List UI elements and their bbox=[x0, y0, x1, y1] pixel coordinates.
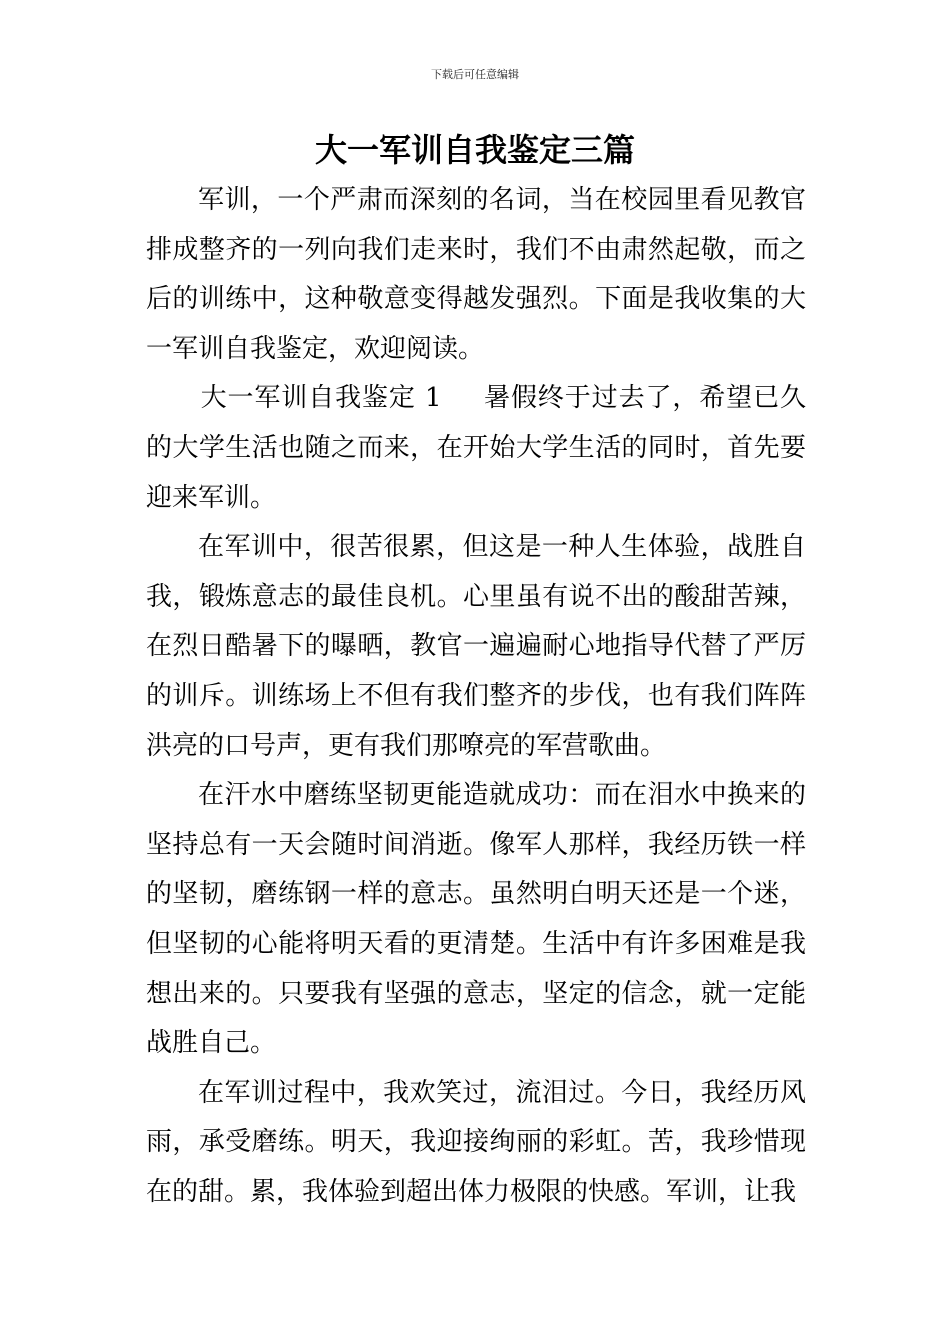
document-body bbox=[146, 176, 806, 1217]
document-title: 大一军训自我鉴定三篇 bbox=[314, 131, 635, 169]
body-paragraph: 在汗水中磨练坚韧更能造就成功：而在泪水中换来的坚持总有一天会随时间消逝。像军人那样，我经历铁一样的坚韧，磨练钢一样的意志。虽然明白明天还是一个迷，但坚韧的心能将明天看的更清楚。生活中有许多困难是我想出来的。只要我有坚强的意志，坚定的信念，就一定能战胜自己。 bbox=[146, 780, 806, 1059]
section-1-paragraph bbox=[146, 374, 806, 523]
section-1-text: 暑假终于过去了，希望已久的大学生活也随之而来，在开始大学生活的同时，首先要迎来军训。 bbox=[146, 383, 806, 513]
intro-paragraph: 军训，一个严肃而深刻的名词，当在校园里看见教官排成整齐的一列向我们走来时，我们不由肃然起敬，而之后的训练中，这种敬意变得越发强烈。下面是我收集的大一军训自我鉴定，欢迎阅读。 bbox=[146, 185, 806, 364]
page-header: 下载后可任意编辑 bbox=[431, 68, 519, 81]
section-title: 大一军训自我鉴定 1 bbox=[200, 383, 442, 414]
body-paragraph: 在军训中，很苦很累，但这是一种人生体验，战胜自我，锻炼意志的最佳良机。心里虽有说不出的酸甜苦辣，在烈日酷暑下的曝晒，教官一遍遍耐心地指导代替了严厉的训斥。训练场上不但有我们整齐的步伐，也有我们阵阵洪亮的口号声，更有我们那嘹亮的军营歌曲。 bbox=[146, 532, 806, 761]
body-paragraph: 在军训过程中，我欢笑过，流泪过。今日，我经历风雨，承受磨练。明天，我迎接绚丽的彩虹。苦，我珍惜现在的甜。累，我体验到超出体力极限的快感。军训，让我 bbox=[146, 1077, 806, 1207]
